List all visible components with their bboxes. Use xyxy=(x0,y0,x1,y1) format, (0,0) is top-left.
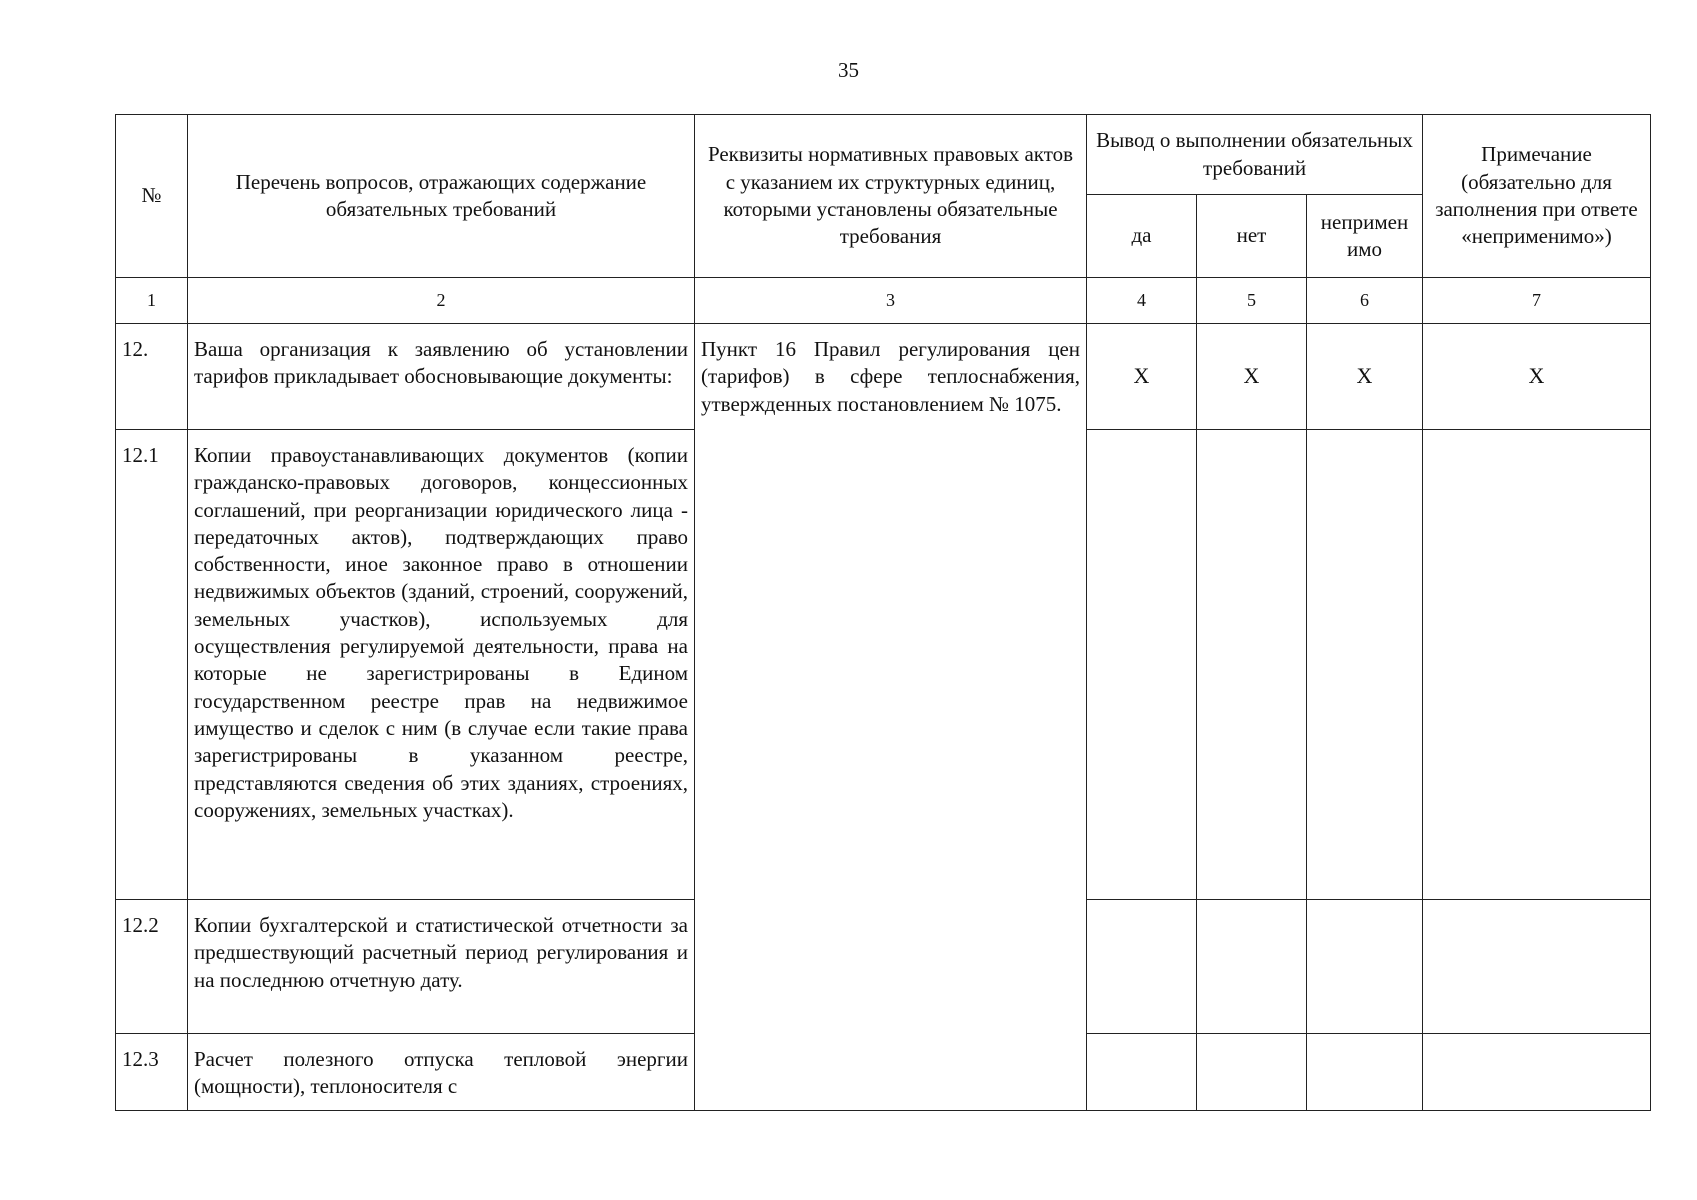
mark-na: X xyxy=(1307,324,1423,430)
page-number: 35 xyxy=(838,58,859,82)
column-number: 2 xyxy=(188,278,695,324)
row-number: 12. xyxy=(116,324,188,430)
column-number-row xyxy=(116,278,1651,324)
header-sub-no: нет xyxy=(1197,195,1307,278)
column-number: 3 xyxy=(695,278,1087,324)
mark-yes: X xyxy=(1087,324,1197,430)
header-sub-na: непримен имо xyxy=(1307,195,1423,278)
header-col-note: Примечание (обязательно для заполнения при ответе «неприменимо») xyxy=(1423,115,1651,278)
column-number: 7 xyxy=(1423,278,1651,324)
empty-cell xyxy=(1423,430,1651,900)
header-col-conclusion: Вывод о выполнении обязательных требований xyxy=(1087,115,1423,195)
row-question: Расчет полезного отпуска тепловой энергии (мощности), теплоносителя с xyxy=(188,1034,695,1111)
empty-cell xyxy=(1307,1034,1423,1111)
header-col-no: № xyxy=(116,115,188,278)
empty-cell xyxy=(1423,1034,1651,1111)
empty-cell xyxy=(1087,1034,1197,1111)
requirements-table xyxy=(115,114,1651,1111)
row-question: Ваша организация к заявлению об установлении тарифов прикладывает обосновывающие документы: xyxy=(188,324,695,430)
mark-note: X xyxy=(1423,324,1651,430)
row-number: 12.3 xyxy=(116,1034,188,1111)
row-number: 12.1 xyxy=(116,430,188,900)
row-number: 12.2 xyxy=(116,900,188,1034)
empty-cell xyxy=(1087,900,1197,1034)
row-question: Копии бухгалтерской и статистической отчетности за предшествующий расчетный период регулирования и на последнюю отчетную дату. xyxy=(188,900,695,1034)
column-number: 4 xyxy=(1087,278,1197,324)
header-col-questions: Перечень вопросов, отражающих содержание обязательных требований xyxy=(188,115,695,278)
column-number: 1 xyxy=(116,278,188,324)
row-question: Копии правоустанавливающих документов (копии гражданско-правовых договоров, концессионных соглашений, при реорганизации юридического лица - передаточных актов), подтверждающих право собственности, иное законное право в отношении недвижимых объектов (зданий, строений, сооружений, земельных участков), используемых для осуществления регулируемой деятельности, права на которые не зарегистрированы в Едином государственном реестре прав на недвижимое имущество и сделок с ним (в случае если такие права зарегистрированы в указанном реестре, представляются сведения об этих зданиях, строениях, сооружениях, земельных участках). xyxy=(188,430,695,900)
empty-cell xyxy=(1307,430,1423,900)
column-number: 6 xyxy=(1307,278,1423,324)
empty-cell xyxy=(1197,1034,1307,1111)
table-row xyxy=(116,324,1651,430)
header-sub-yes: да xyxy=(1087,195,1197,278)
requisites-cell: Пункт 16 Правил регулирования цен (тарифов) в сфере теплоснабжения, утвержденных постановлением № 1075. xyxy=(695,324,1087,1111)
header-col-requisites: Реквизиты нормативных правовых актов с указанием их структурных единиц, которыми установлены обязательные требования xyxy=(695,115,1087,278)
empty-cell xyxy=(1197,900,1307,1034)
empty-cell xyxy=(1307,900,1423,1034)
column-number: 5 xyxy=(1197,278,1307,324)
empty-cell xyxy=(1197,430,1307,900)
mark-no: X xyxy=(1197,324,1307,430)
empty-cell xyxy=(1087,430,1197,900)
header-row-1 xyxy=(116,115,1651,195)
empty-cell xyxy=(1423,900,1651,1034)
